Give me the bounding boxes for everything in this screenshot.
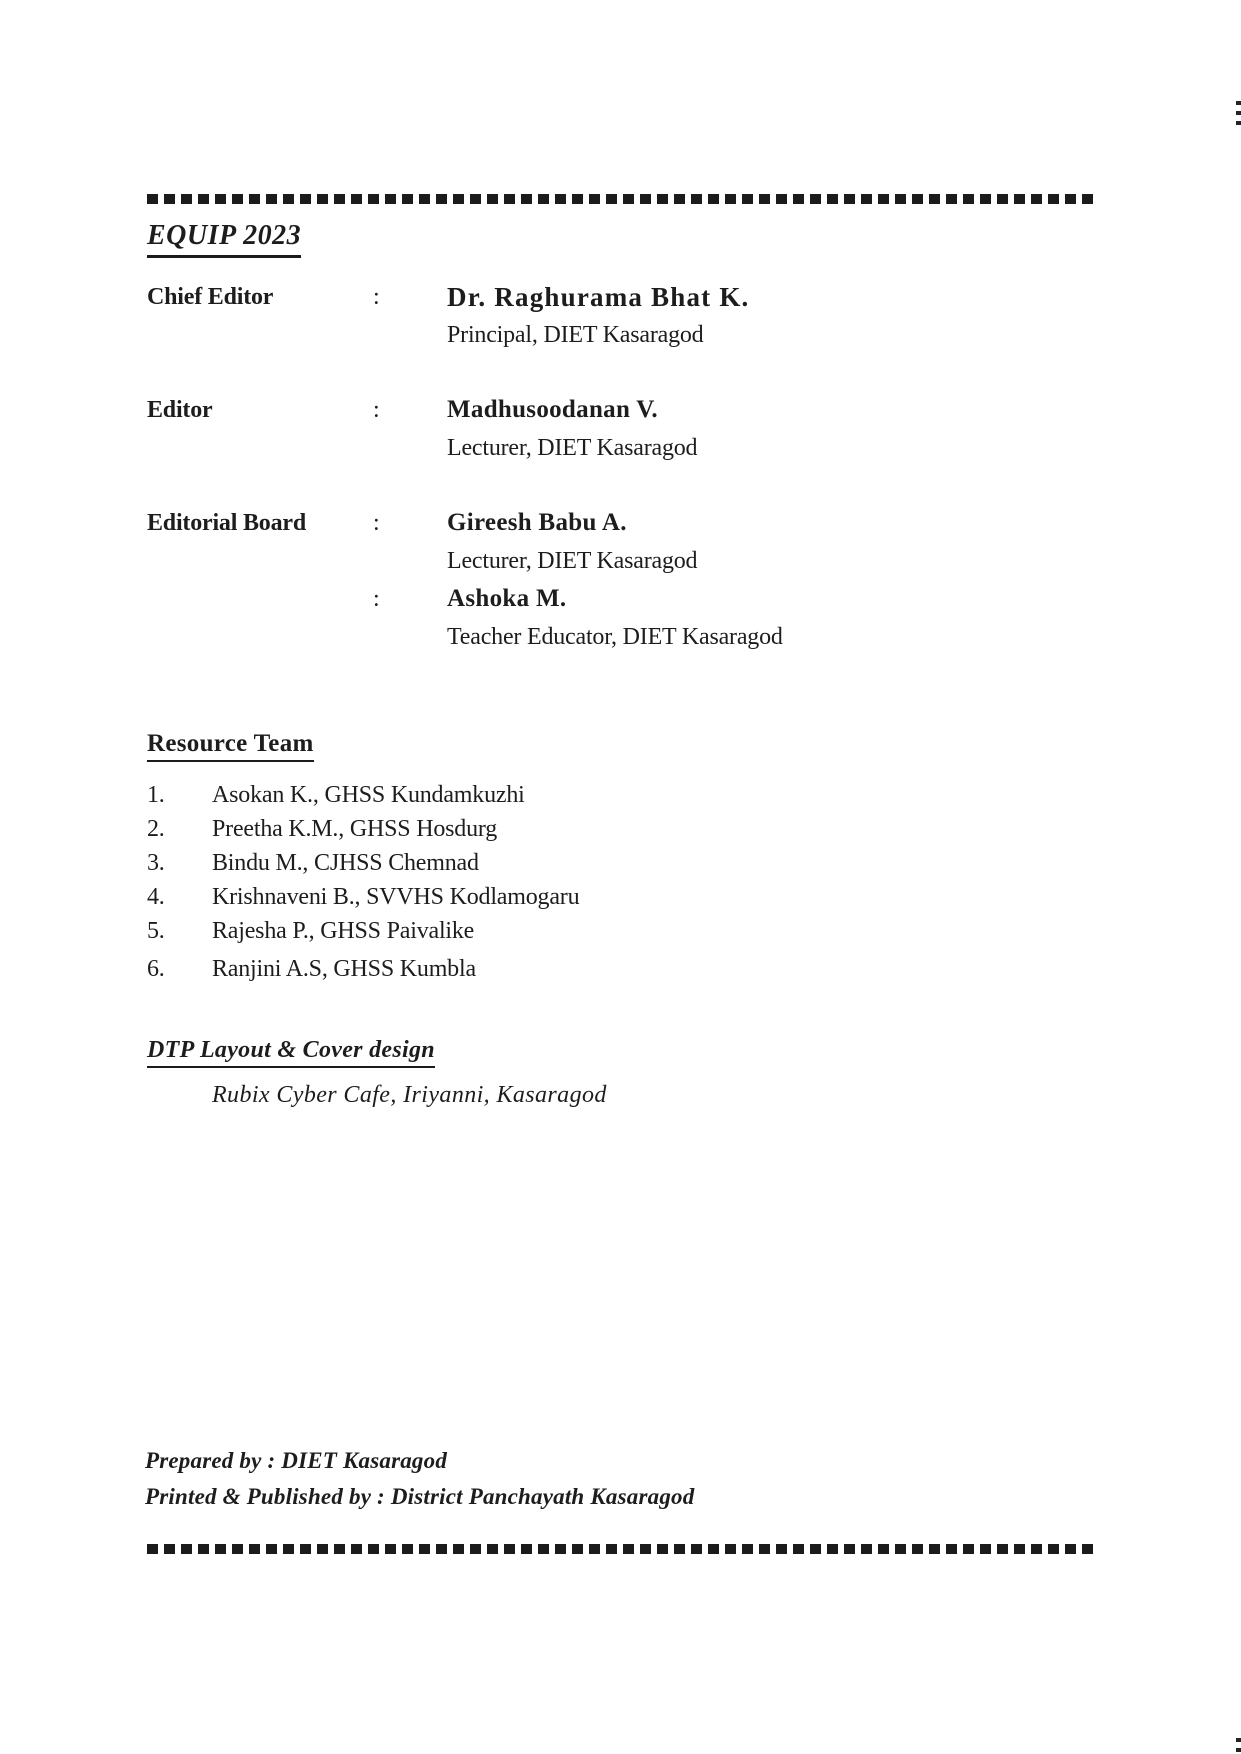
scan-edge-artifact	[1236, 101, 1241, 125]
dtp-credit-text: Rubix Cyber Cafe, Iriyanni, Kasaragod	[212, 1082, 607, 1108]
editor-person-name: Ashoka M.	[447, 585, 567, 612]
resource-team-list	[147, 778, 1095, 986]
colon-separator: :	[373, 586, 380, 612]
colon-separator: :	[373, 510, 380, 536]
resource-team-section	[147, 730, 1095, 986]
editor-role-label: Editor	[147, 397, 213, 423]
editorial-board-entry	[147, 504, 1095, 656]
editor-role-label: Chief Editor	[147, 284, 274, 310]
list-item	[147, 952, 1095, 986]
resource-team-heading: Resource Team	[147, 730, 314, 762]
dtp-section	[147, 1037, 1095, 1109]
editor-person-title: Lecturer, DIET Kasaragod	[447, 548, 698, 574]
page-title: EQUIP 2023	[147, 220, 301, 258]
printed-published-line: Printed & Published by : District Panchayath Kasaragod	[145, 1484, 695, 1509]
scan-edge-artifact	[1236, 1738, 1241, 1752]
editor-person-title: Principal, DIET Kasaragod	[447, 322, 704, 348]
list-item	[147, 880, 1095, 914]
editor-person-name: Gireesh Babu A.	[447, 509, 627, 536]
editor-person-name: Dr. Raghurama Bhat K.	[447, 282, 750, 312]
list-item-text: Bindu M., CJHSS Chemnad	[212, 850, 479, 876]
editor-entry	[147, 391, 1095, 467]
editor-role-label: Editorial Board	[147, 510, 307, 536]
list-item-number: 2.	[147, 816, 165, 842]
bottom-dotted-divider	[147, 1544, 1095, 1554]
list-item-text: Preetha K.M., GHSS Hosdurg	[212, 816, 498, 842]
list-item	[147, 812, 1095, 846]
editor-person-title: Lecturer, DIET Kasaragod	[447, 435, 698, 461]
prepared-by-line: Prepared by : DIET Kasaragod	[145, 1448, 448, 1473]
list-item-number: 4.	[147, 884, 165, 910]
list-item-number: 5.	[147, 918, 165, 944]
editors-section	[147, 278, 1095, 693]
list-item	[147, 846, 1095, 880]
list-item-text: Krishnaveni B., SVVHS Kodlamogaru	[212, 884, 580, 910]
list-item-number: 3.	[147, 850, 165, 876]
dtp-heading: DTP Layout & Cover design	[147, 1037, 435, 1068]
editor-person-name: Madhusoodanan V.	[447, 396, 658, 423]
list-item-number: 6.	[147, 956, 165, 982]
list-item	[147, 778, 1095, 812]
list-item	[147, 914, 1095, 948]
list-item-text: Rajesha P., GHSS Paivalike	[212, 918, 475, 944]
imprint-section	[145, 1443, 1093, 1515]
colon-separator: :	[373, 397, 380, 423]
editor-person-title: Teacher Educator, DIET Kasaragod	[447, 624, 783, 650]
list-item-text: Asokan K., GHSS Kundamkuzhi	[212, 782, 525, 808]
list-item-text: Ranjini A.S, GHSS Kumbla	[212, 956, 476, 982]
list-item-number: 1.	[147, 782, 165, 808]
chief-editor-entry	[147, 278, 1095, 354]
colon-separator: :	[373, 284, 380, 310]
top-dotted-divider	[147, 194, 1095, 204]
